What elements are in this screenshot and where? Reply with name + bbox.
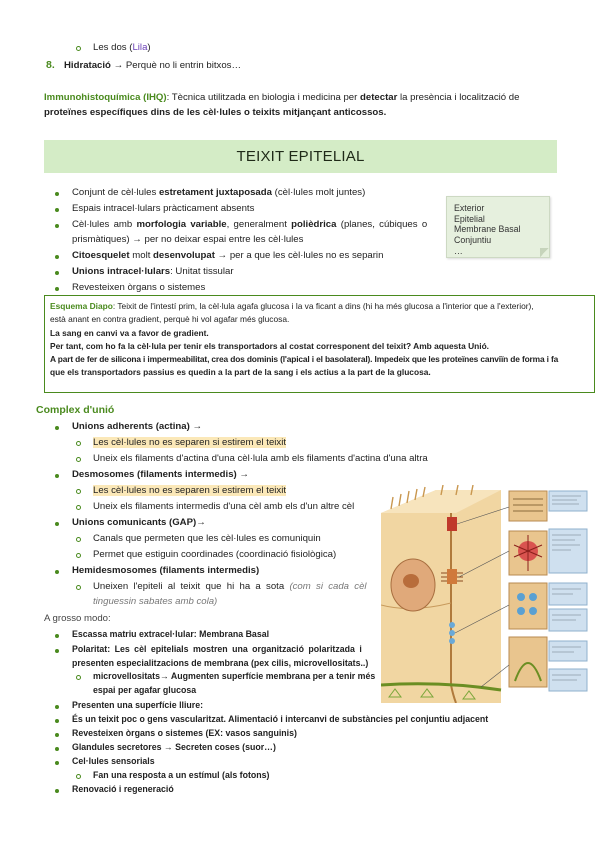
sub-bullet-circle xyxy=(76,537,81,542)
sub-bullet-circle xyxy=(76,46,81,51)
item-number: 8. xyxy=(46,59,55,71)
grosso-item-cont: presenten especialitzacions de membrana (pex cilis, microvellositats..) xyxy=(72,658,369,668)
bullet xyxy=(55,747,59,751)
note-line: Membrane Basal xyxy=(454,224,521,235)
bullet xyxy=(55,474,59,478)
junctions-illustration-icon xyxy=(381,485,589,703)
adherents-sub-1: Les cèl·lules no es separen si estirem el teixit xyxy=(93,437,287,448)
section-title: TEIXIT EPITELIAL xyxy=(44,140,557,173)
hemidesmosomes-line: Hemidesmosomes (filaments intermedis) xyxy=(72,565,260,576)
scheme-line: Per tant, com ho fa la cèl·lula per tenir els transportadors al costat corresponent del teixit? Amb aquesta Unió. xyxy=(50,340,490,351)
grosso-item: És un teixit poc o gens vascularitzat. Alimentació i intercanvi de substàncies pel conjuntiu adjacent xyxy=(72,714,489,724)
note-line: Epitelial xyxy=(454,213,485,224)
scheme-line: que els transportadors passius es quedin a la part de la sang i els actius a la part de la glucosa. xyxy=(50,367,431,378)
complex-heading: Complex d'unió xyxy=(36,404,115,416)
bullet xyxy=(55,719,59,723)
bullet xyxy=(55,570,59,574)
epithelial-junctions-figure-icon xyxy=(381,485,589,703)
bullet xyxy=(55,208,59,212)
bullet xyxy=(55,761,59,765)
sub-bullet-circle xyxy=(76,675,81,680)
bullet-text: Unions intracel·lulars: Unitat tissular xyxy=(72,266,234,277)
desmosomes-line: Desmosomes (filaments intermedis) → xyxy=(72,469,250,480)
bullet xyxy=(55,705,59,709)
grosso-item: Renovació i regeneració xyxy=(72,784,174,794)
grosso-heading: A grosso modo: xyxy=(44,613,111,624)
lila-line: Les dos (Lila) xyxy=(93,42,151,53)
bullet xyxy=(55,287,59,291)
gap-line: Unions comunicants (GAP)→ xyxy=(72,517,206,528)
adherents-line: Unions adherents (actina) → xyxy=(72,421,203,432)
hemidesmosomes-sub-1-cont: tinguessin sabates amb cola) xyxy=(93,596,218,607)
grosso-item: Escassa matriu extracel·lular: Membrana Basal xyxy=(72,629,270,639)
bullet-text: Citoesquelet molt desenvolupat → per a que les cèl·lules no es separin xyxy=(72,250,384,261)
sub-bullet-circle xyxy=(76,505,81,510)
hidratacio-line: Hidratació → Perquè no li entrin bitxos… xyxy=(64,60,242,71)
grosso-item: Cel·lules sensorials xyxy=(72,756,155,766)
sub-bullet-circle xyxy=(76,441,81,446)
sub-bullet-circle xyxy=(76,489,81,494)
bullet xyxy=(55,634,59,638)
sub-bullet-circle xyxy=(76,585,81,590)
bullet-text: Cèl·lules amb morfologia variable, generalment polièdrica (planes, cúbiques o xyxy=(72,219,428,230)
sticky-note xyxy=(446,196,550,258)
scheme-box xyxy=(44,295,595,393)
sub-bullet-circle xyxy=(76,553,81,558)
bullet xyxy=(55,522,59,526)
bullet xyxy=(55,649,59,653)
grosso-sub-cont: espai per agafar glucosa xyxy=(93,685,197,695)
note-line: Conjuntiu xyxy=(454,235,492,246)
bullet xyxy=(55,224,59,228)
bullet-text: Conjunt de cèl·lules estretament juxtaposada (cèl·lules molt juntes) xyxy=(72,187,366,198)
grosso-item: Polaritat: Les cèl epitelials mostren una organització polaritzada i xyxy=(72,644,362,654)
adherents-sub-2: Uneix els filaments d'actina d'una cèl·lula amb els filaments d'actina d'una altra xyxy=(93,453,428,464)
bullet xyxy=(55,789,59,793)
desmosomes-sub-2: Uneix els filaments intermedis d'una cèl amb els d'un altre cèl xyxy=(93,501,355,512)
scheme-line: La sang en canvi va a favor de gradient. xyxy=(50,327,209,338)
grosso-sub: microvellositats→ Augmenten superfície membrana per a tenir més xyxy=(93,671,376,681)
ihq-line-2: proteïnes específiques dins de les cèl·lules o teixits mitjançant anticossos. xyxy=(44,107,387,118)
bullet-text-cont: prismàtiques) → per no deixar espai entre les cèl·lules xyxy=(72,234,304,245)
note-fold-icon xyxy=(540,248,549,257)
bullet xyxy=(55,426,59,430)
scheme-line: Esquema Diapo: Teixit de l'intestí prim, la cèl·lula agafa glucosa i la va ficant a dins (hi ha més glucosa a l'interior que a l'exterior), xyxy=(50,301,534,311)
grosso-item: Presenten una superfície lliure: xyxy=(72,700,204,710)
grosso-sub: Fan una resposta a un estímul (als fotons) xyxy=(93,770,270,780)
desmosomes-sub-1: Les cèl·lules no es separen si estirem el teixit xyxy=(93,485,287,496)
scheme-line: A part de fer de silicona i impermeabilitat, crea dos dominis (l'apical i el basolateral). Impedeix que les proteïnes canviïn de forma i fa xyxy=(50,354,559,365)
grosso-item: Glandules secretores → Secreten coses (suor…) xyxy=(72,742,276,752)
sub-bullet-circle xyxy=(76,774,81,779)
gap-sub-1: Canals que permeten que les cèl·lules es comuniquin xyxy=(93,533,321,544)
note-line: … xyxy=(454,245,463,256)
bullet-text: Revesteixen òrgans o sistemes xyxy=(72,282,206,293)
note-line: Exterior xyxy=(454,203,485,213)
grosso-item: Revesteixen òrgans o sistemes (EX: vasos sanguinis) xyxy=(72,728,297,738)
hemidesmosomes-sub-1: Uneixen l'epiteli al teixit que hi ha a sota (com si cada cèl xyxy=(93,581,367,592)
bullet xyxy=(55,255,59,259)
bullet xyxy=(55,192,59,196)
bullet xyxy=(55,733,59,737)
bullet xyxy=(55,271,59,275)
ihq-line-1: Immunohistoquímica (IHQ): Tècnica utilitzada en biologia i medicina per detectar la presència i localització de xyxy=(44,92,520,103)
bullet-text: Espais intracel·lulars pràcticament absents xyxy=(72,203,255,214)
sub-bullet-circle xyxy=(76,457,81,462)
scheme-line: està anant en contra gradient, perquè hi vol agafar més glucosa. xyxy=(50,314,290,325)
gap-sub-2: Permet que estiguin coordinades (coordinació fisiològica) xyxy=(93,549,337,560)
